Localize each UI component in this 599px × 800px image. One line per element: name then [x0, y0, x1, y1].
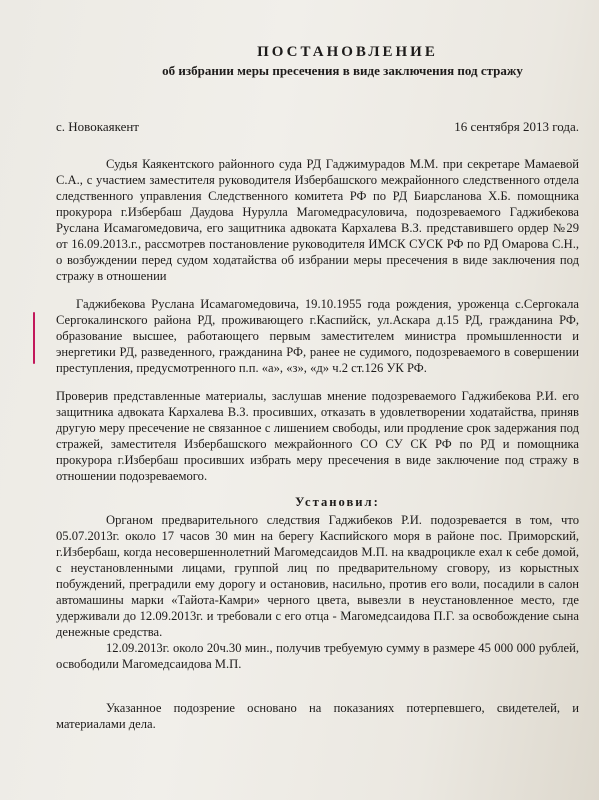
paragraph-intro: Судья Каякентского районного суда РД Гаджимурадов М.М. при секретаре Мамаевой С.А., с участием заместителя руководителя Избербашского межрайонного следственного отдела следственного управления Следственного комитета РФ по РД Биарсланова Х.Б. помощника прокурора г.Избербаш Даудова Нурулла Магомедрасуловича, подозреваемого Гаджибекова Руслана Исамагомедовича, его защитника адвоката Кархалева В.З. представившего ордер №29 от 16.09.2013.г., рассмотрев постановление руководителя ИМСК СУСК РФ по РД Омарова С.Н., о возбуждении перед судом ходатайства об избрании меры пресечения в виде заключения под стражу в отношении — [56, 157, 579, 283]
document-title: ПОСТАНОВЛЕНИЕ — [257, 44, 438, 60]
section-heading-established: Установил: — [295, 495, 380, 509]
paragraph-established-2: 12.09.2013г. около 20ч.30 мин., получив требуемую сумму в размере 45 000 000 рублей, освободили Магомедсаидова М.П. — [56, 641, 579, 671]
place-date-row — [56, 119, 579, 135]
document-subtitle: об избрании меры пресечения в виде заключения под стражу — [162, 63, 523, 78]
document-place: с. Новокаякент — [56, 119, 139, 134]
paragraph-final: Указанное подозрение основано на показаниях потерпевшего, свидетелей, и материалами дела. — [56, 701, 579, 731]
paragraph-reviewed: Проверив представленные материалы, заслушав мнение подозреваемого Гаджибекова Р.И. его защитника адвоката Кархалева В.З. просивших, отказать в удовлетворении ходатайства, приняв другую меру пресечение не связанное с лишением свободы, или продление срок задержания под стражей, заместителя Избербашского межрайонного СО СУ СК РФ по РД и помощника прокурора г.Избербаш просивших избрать меру пресечения в виде заключение под стражу в отношении подозреваемого. — [56, 389, 579, 483]
document-date: 16 сентября 2013 года. — [454, 119, 579, 134]
paragraph-accused: Гаджибекова Руслана Исамагомедовича, 19.10.1955 года рождения, уроженца с.Сергокала Сергокалинского района РД, проживающего г.Каспийск, ул.Аскара д.15 РД, гражданина РФ, образование высшее, работающего первым заместителем министра промышленности и энергетики РД, разведенного, гражданина РФ, ранее не судимого, подозреваемого в совершении преступления, предусмотренного п.п. «а», «з», «д» ч.2 ст.126 УК РФ. — [56, 297, 579, 375]
margin-pen-mark — [33, 312, 35, 364]
paragraph-established-1: Органом предварительного следствия Гаджибеков Р.И. подозревается в том, что 05.07.2013г. около 17 часов 30 мин на берегу Каспийского моря в районе пос. Приморский, г.Избербаш, когда несовершеннолетний Магомедсаидов М.П. на квадроцикле ехал к себе домой, с неустановленными лицами, группой лиц по предварительному сговору, из корыстных побуждений, преградили ему дорогу и остановив, насильно, против его воли, посадили в салон автомашины марки «Тайота-Камри» черного цвета, вывезли в неустановленное место, где удерживали до 12.09.2013г. и требовали с его отца - Магомедсаидова П.Г. за освобождение сына денежные средства. — [56, 513, 579, 639]
